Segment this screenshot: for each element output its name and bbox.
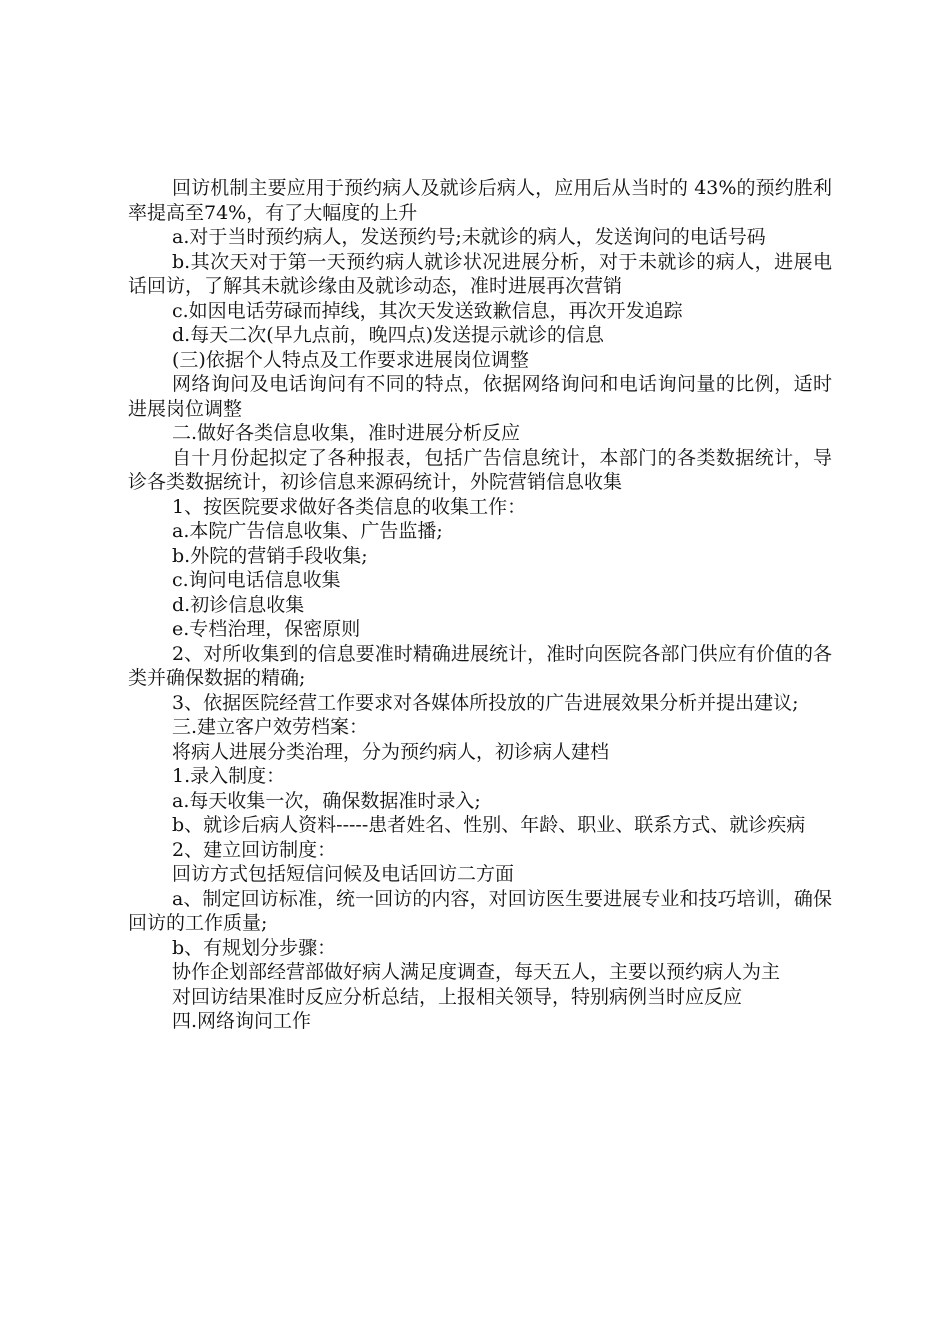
- list-item-followup-b: b、有规划分步骤：: [172, 936, 337, 959]
- section-heading-3: (三)依据个人特点及工作要求进展岗位调整: [172, 348, 529, 371]
- paragraph-2: a.对于当时预约病人，发送预约号;未就诊的病人，发送询问的电话号码: [172, 226, 766, 248]
- paragraph-24: 回访方式包括短信问候及电话回访二方面: [172, 863, 515, 885]
- paragraph-5: d.每天二次(早九点前，晚四点)发送提示就诊的信息: [172, 324, 605, 346]
- section-heading-four: 四.网络询问工作: [172, 1010, 312, 1032]
- list-heading-2: 2、对所收集到的信息要准时精确进展统计，准时向医院各部门供应有价值的各类并确保数据的精确;: [128, 642, 832, 689]
- document-body: [128, 176, 832, 1034]
- subheading-entry-system: 1.录入制度：: [172, 765, 286, 787]
- list-item-d: d.初诊信息收集: [172, 593, 305, 616]
- list-item-entry-a: a.每天收集一次，确保数据准时录入;: [172, 789, 481, 812]
- paragraph-1: 回访机制主要应用于预约病人及就诊后病人，应用后从当时的 43%的预约胜利率提高至74%，有了大幅度的上升: [128, 177, 832, 224]
- list-item-e: e.专档治理，保密原则: [172, 618, 361, 640]
- paragraph-19: 将病人进展分类治理，分为预约病人，初诊病人建档: [172, 740, 610, 763]
- list-item-c: c.询问电话信息收集: [172, 569, 341, 591]
- section-heading-three: 三.建立客户效劳档案：: [172, 716, 369, 738]
- list-heading-1: 1、按医院要求做好各类信息的收集工作：: [172, 495, 527, 518]
- list-item-entry-b: b、就诊后病人资料-----患者姓名、性别、年龄、职业、联系方式、就诊疾病: [172, 814, 806, 836]
- list-item-a: a.本院广告信息收集、广告监播;: [172, 520, 443, 542]
- list-heading-3: 3、依据医院经营工作要求对各媒体所投放的广告进展效果分析并提出建议;: [172, 691, 799, 714]
- paragraph-3: b.其次天对于第一天预约病人就诊状况进展分析，对于未就诊的病人，进展电话回访，了解其未就诊缘由及就诊动态，准时进展再次营销: [128, 250, 832, 297]
- section-heading-two: 二.做好各类信息收集，准时进展分析反应: [172, 422, 521, 444]
- list-item-b: b.外院的营销手段收集;: [172, 544, 368, 567]
- subheading-followup-system: 2、建立回访制度：: [172, 838, 337, 861]
- paragraph-4: c.如因电话劳碌而掉线，其次天发送致歉信息，再次开发追踪: [172, 299, 683, 322]
- list-item-followup-a: a、制定回访标准，统一回访的内容，对回访医生要进展专业和技巧培训，确保回访的工作质量;: [128, 887, 832, 934]
- paragraph-9: 自十月份起拟定了各种报表，包括广告信息统计，本部门的各类数据统计，导诊各类数据统计，初诊信息来源码统计，外院营销信息收集: [128, 446, 832, 493]
- paragraph-28: 对回访结果准时反应分析总结，上报相关领导，特别病例当时应反应: [172, 985, 743, 1008]
- paragraph-7: 网络询问及电话询问有不同的特点，依据网络询问和电话询问量的比例，适时进展岗位调整: [128, 373, 832, 420]
- paragraph-27: 协作企划部经营部做好病人满足度调查，每天五人，主要以预约病人为主: [172, 961, 781, 983]
